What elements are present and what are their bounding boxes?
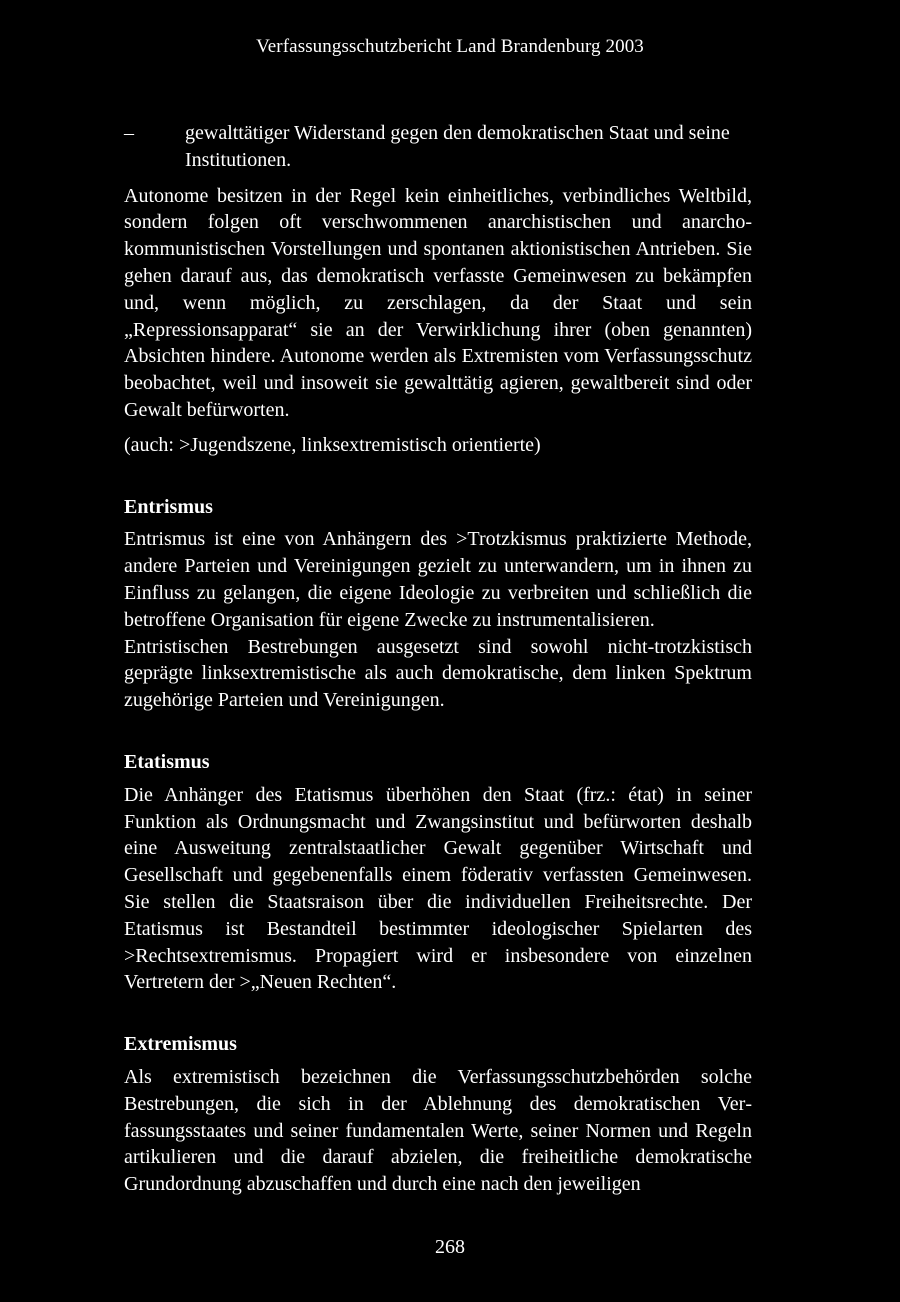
- etatismus-paragraph: Die Anhänger des Etatismus überhöhen den Staat (frz.: état) in seiner Funktion als Ordnungsmacht und Zwangsinstitut und befürworten deshalb eine Ausweitung zentralstaatlicher Gewalt gegenüber Wirtschaft und Gesellschaft und gegebenenfalls einem föderativ verfassten Gemeinwesen. Sie stellen die Staatsraison über die individuellen Freiheitsrechte. Der Etatismus ist Bestandteil bestimmter ideologischer Spielarten des >Rechtsextremismus. Propagiert wird er insbesondere von einzelnen Vertretern der >„Neuen Rechten“.: [124, 783, 752, 994]
- extremismus-paragraph: Als extremistisch bezeichnen die Verfassungsschutzbehörden solche Bestrebungen, die sich in der Ablehnung des demokratischen Verfassungsstaates und seiner fundamentalen Werte, seiner Normen und Regeln artikulieren und die darauf abzielen, die freiheitliche demokratische Grundordnung abzuschaffen und durch eine nach den jeweiligen: [124, 1065, 752, 1196]
- list-item: [124, 120, 752, 174]
- section-etatismus: [124, 749, 752, 996]
- list-dash: –: [124, 122, 134, 144]
- section-title-etatismus: Etatismus: [124, 750, 210, 773]
- entrismus-paragraph-2: Entristischen Bestrebungen ausgesetzt sind sowohl nicht-trotzkistisch geprägte linksextremistische als auch demokratische, dem linken Spektrum zugehörige Parteien und Vereinigungen.: [124, 635, 752, 712]
- entrismus-paragraph-1: Entrismus ist eine von Anhängern des >Trotzkismus praktizierte Methode, andere Parteien und Vereinigungen gezielt zu unterwandern, um in ihnen zu Einfluss zu gelangen, die eigene Ideologie zu verbreiten und schließlich die betroffene Organisation für eigene Zwecke zu instrumentalisieren.: [124, 528, 752, 631]
- page-content: [124, 120, 752, 1198]
- list-item-text: gewalttätiger Widerstand gegen den demokratischen Staat und seine Institutionen.: [185, 122, 730, 171]
- running-header: Verfassungsschutzbericht Land Brandenburg 2003: [256, 36, 644, 57]
- autonome-see-also: (auch: >Jugendszene, linksextremistisch orientierte): [124, 433, 541, 456]
- section-title-extremismus: Extremismus: [124, 1033, 237, 1056]
- section-entrismus: [124, 494, 752, 714]
- section-extremismus: [124, 1031, 752, 1198]
- autonome-paragraph: Autonome besitzen in der Regel kein einheitliches, verbindliches Weltbild, sondern folgen oft verschwommenen anarchistischen und anarchokommunistischen Vorstellungen und spontanen aktionistischen Antrieben. Sie gehen darauf aus, das demokratisch verfasste Gemeinwesen zu bekämpfen und, wenn möglich, zu zerschlagen, da der Staat und sein „Repressionsapparat“ sie an der Verwirklichung ihrer (oben genannten) Absichten hindere. Autonome werden als Extremisten vom Verfassungsschutz beobachtet, weil und insoweit sie gewalttätig agieren, gewaltbereit sind oder Gewalt befürworten.: [124, 184, 752, 421]
- section-title-entrismus: Entrismus: [124, 495, 213, 518]
- page-number: 268: [435, 1236, 465, 1258]
